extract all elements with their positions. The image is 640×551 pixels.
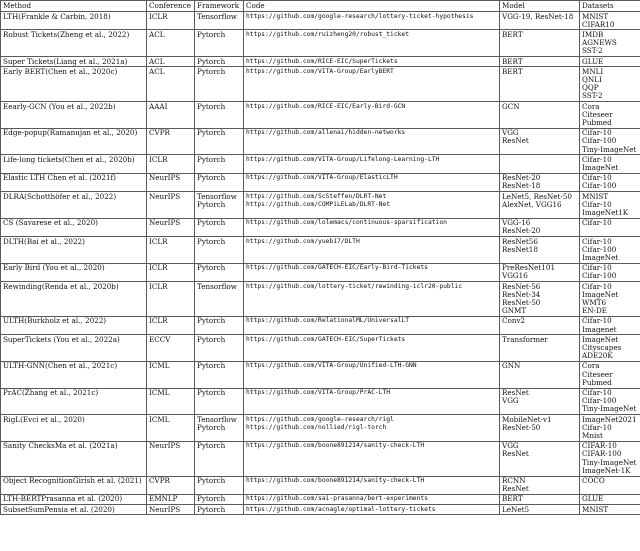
conference-cell: ICML (147, 415, 195, 442)
model-line: LeNet5 (502, 504, 530, 514)
model-line: BERT (502, 494, 523, 504)
datasets-line: QQP (582, 83, 599, 93)
repo-link[interactable]: https://github.com/VITA-Group/PrAC-LTH (246, 389, 391, 397)
method-cell: ULTH(Burkholz et al., 2022) (1, 316, 147, 334)
datasets-cell (580, 30, 640, 57)
repo-link[interactable]: https://github.com/VITA-Group/Lifelong-Learning-LTH (246, 155, 440, 163)
code-cell (244, 505, 500, 515)
method-cell: RigL(Evci et al., 2020) (1, 415, 147, 442)
model-line: AlexNet, VGG16 (502, 199, 562, 209)
datasets-cell (580, 67, 640, 102)
repo-link[interactable]: https://github.com/VITA-Group/ElasticLTH (246, 174, 398, 182)
framework-line: Pytorch (197, 173, 226, 183)
datasets-line: Cifar-10 (582, 281, 612, 291)
framework-line: Pytorch (197, 388, 226, 398)
code-cell (244, 361, 500, 388)
model-line: GNMT (502, 306, 527, 316)
model-cell (500, 282, 580, 317)
header-code: Code (244, 1, 500, 12)
code-cell (244, 494, 500, 504)
table-row (1, 155, 640, 173)
table-body (1, 12, 640, 515)
datasets-line: CIFAR-10 (582, 441, 617, 451)
code-cell (244, 67, 500, 102)
datasets-line: GLUE (582, 56, 604, 66)
model-cell (500, 316, 580, 334)
method-cell: Life-long tickets(Chen et al., 2020b) (1, 155, 147, 173)
conference-cell: ACL (147, 57, 195, 67)
model-line: VGG (502, 128, 519, 138)
datasets-line: Cifar-10 (582, 316, 612, 326)
repo-link[interactable]: https://github.com/RelationalML/UniversalLT (246, 317, 410, 325)
datasets-line: Tiny-ImageNet (582, 457, 637, 467)
model-cell (500, 67, 580, 102)
model-line: ResNet-18 (502, 181, 541, 191)
method-cell: Sanity ChecksMa et al. (2021a) (1, 441, 147, 476)
datasets-line: Cifar-10 (582, 236, 612, 246)
datasets-line: ImageNet-1K (582, 465, 631, 475)
header-conference: Conference (147, 1, 195, 12)
framework-line: Tensorflow (197, 281, 237, 291)
model-line: ResNet-20 (502, 226, 541, 236)
framework-cell (195, 505, 244, 515)
code-cell (244, 441, 500, 476)
repo-link[interactable]: https://github.com/lottery-ticket/rewinding-iclr20-public (246, 282, 463, 290)
table-row (1, 173, 640, 191)
framework-cell (195, 192, 244, 219)
method-cell: Early Bird (You et al., 2020) (1, 263, 147, 281)
framework-line: Pytorch (197, 504, 226, 514)
repo-link[interactable]: https://github.com/RICE-EIC/SuperTickets (246, 57, 398, 65)
datasets-cell (580, 128, 640, 155)
repo-link[interactable]: https://github.com/VITA-Group/Unified-LTH-GNN (246, 362, 417, 370)
datasets-line: Cora (582, 101, 600, 111)
framework-line: Pytorch (197, 101, 226, 111)
datasets-cell (580, 282, 640, 317)
framework-line: Pytorch (197, 236, 226, 246)
datasets-cell (580, 57, 640, 67)
datasets-cell (580, 415, 640, 442)
method-cell: Super Tickets(Liang et al., 2021a) (1, 57, 147, 67)
code-cell (244, 316, 500, 334)
model-line: VGG16 (502, 271, 528, 281)
table-row (1, 441, 640, 476)
model-cell (500, 335, 580, 362)
framework-cell (195, 476, 244, 494)
model-line: BERT (502, 29, 523, 39)
datasets-line: CIFAR-100 (582, 449, 622, 459)
repo-link[interactable]: https://github.com/google-research/rigl (246, 415, 394, 423)
framework-line: Pytorch (197, 316, 226, 326)
code-cell (244, 335, 500, 362)
datasets-line: Cifar-10 (582, 128, 612, 138)
conference-cell: ICML (147, 361, 195, 388)
model-line: LeNet5, ResNet-50 (502, 191, 572, 201)
table-row (1, 335, 640, 362)
framework-line: Pytorch (197, 128, 226, 138)
datasets-line: Pubmed (582, 117, 612, 127)
datasets-cell (580, 263, 640, 281)
datasets-cell (580, 441, 640, 476)
table-row (1, 263, 640, 281)
model-line: ResNet (502, 388, 529, 398)
framework-cell (195, 102, 244, 129)
datasets-cell (580, 388, 640, 415)
repo-link[interactable]: https://github.com/lolemacs/continuous-sparsification (246, 219, 447, 227)
model-cell (500, 415, 580, 442)
code-cell (244, 155, 500, 173)
table-row (1, 102, 640, 129)
code-cell (244, 282, 500, 317)
model-line: ResNet-56 (502, 281, 541, 291)
repo-link[interactable]: https://github.com/VITA-Group/EarlyBERT (246, 67, 394, 75)
framework-line: Pytorch (197, 263, 226, 273)
model-line: PreResNet101 (502, 263, 556, 273)
datasets-cell (580, 155, 640, 173)
datasets-cell (580, 12, 640, 30)
model-cell (500, 388, 580, 415)
table-row (1, 128, 640, 155)
datasets-line: Tiny-ImageNet (582, 404, 637, 414)
code-cell (244, 30, 500, 57)
datasets-line: Cifar-100 (582, 244, 617, 254)
datasets-line: Cifar-10 (582, 173, 612, 183)
model-cell (500, 102, 580, 129)
datasets-line: Cifar-10 (582, 218, 612, 228)
model-cell (500, 494, 580, 504)
repo-link[interactable]: https://github.com/allenai/hidden-networks (246, 129, 406, 137)
method-cell: CS (Savarese et al., 2020) (1, 218, 147, 236)
conference-cell: ICLR (147, 237, 195, 264)
table-row (1, 192, 640, 219)
repo-link[interactable]: https://github.com/google-research/lottery-ticket-hypothesis (246, 12, 474, 20)
repo-link[interactable]: https://github.com/GATECH-EIC/Early-Bird-Tickets (246, 264, 428, 272)
model-cell (500, 218, 580, 236)
header-row (1, 1, 640, 12)
repo-link[interactable]: https://github.com/COMPiLELab/DLRT-Net (246, 200, 391, 208)
datasets-line: Cifar-10 (582, 388, 612, 398)
repo-link[interactable]: https://github.com/boone891214/sanity-check-LTH (246, 442, 425, 450)
table-row (1, 57, 640, 67)
table-row (1, 30, 640, 57)
code-cell (244, 57, 500, 67)
table-row (1, 494, 640, 504)
method-cell: Edge-popup(Ramanujan et al., 2020) (1, 128, 147, 155)
datasets-cell (580, 173, 640, 191)
conference-cell: ICLR (147, 155, 195, 173)
framework-cell (195, 12, 244, 30)
model-line: ResNet (502, 449, 529, 459)
model-line: ResNet-34 (502, 289, 541, 299)
datasets-line: COCO (582, 476, 605, 486)
model-cell (500, 192, 580, 219)
datasets-line: WMT6 (582, 298, 607, 307)
header-framework: Framework (195, 1, 244, 12)
datasets-line: Cifar-100 (582, 271, 617, 281)
code-cell (244, 218, 500, 236)
framework-line: Pytorch (197, 476, 226, 486)
framework-cell (195, 128, 244, 155)
datasets-line: ImageNet (582, 334, 619, 344)
code-cell (244, 192, 500, 219)
model-line: VGG (502, 396, 519, 406)
framework-line: Tensorflow (197, 11, 237, 21)
datasets-line: Cifar-10 (582, 199, 612, 209)
model-line: ResNet-50 (502, 298, 541, 307)
code-cell (244, 415, 500, 442)
table-row (1, 67, 640, 102)
framework-cell (195, 30, 244, 57)
datasets-line: Cityscapes (582, 343, 622, 353)
conference-cell: NeurIPS (147, 173, 195, 191)
method-cell: LTH(Frankle & Carbin, 2018) (1, 12, 147, 30)
datasets-line: EN-DE (582, 306, 607, 316)
framework-cell (195, 57, 244, 67)
datasets-cell (580, 476, 640, 494)
datasets-line: Citeseer (582, 369, 613, 379)
code-cell (244, 237, 500, 264)
datasets-line: AGNEWS (582, 38, 617, 48)
framework-cell (195, 155, 244, 173)
datasets-line: ImageNet (582, 289, 619, 299)
datasets-line: Citeseer (582, 109, 613, 119)
datasets-line: Cifar-100 (582, 396, 617, 406)
datasets-line: ImageNet (582, 162, 619, 172)
model-line: ResNet56 (502, 236, 538, 246)
datasets-line: QNLI (582, 74, 602, 84)
datasets-cell (580, 237, 640, 264)
method-cell: Object RecognitionGirish et al. (2021) (1, 476, 147, 494)
table-header (1, 1, 640, 12)
model-cell (500, 361, 580, 388)
conference-cell: ICLR (147, 12, 195, 30)
framework-cell (195, 415, 244, 442)
datasets-line: Cifar-100 (582, 136, 617, 146)
table-row (1, 218, 640, 236)
framework-cell (195, 335, 244, 362)
datasets-line: GLUE (582, 494, 604, 504)
framework-line: Pytorch (197, 422, 226, 432)
datasets-line: Imagenet (582, 324, 617, 334)
framework-line: Pytorch (197, 29, 226, 39)
method-cell: Robust Tickets(Zheng et al., 2022) (1, 30, 147, 57)
conference-cell: ICML (147, 388, 195, 415)
model-line: RCNN (502, 476, 526, 486)
datasets-line: ImageNet1K (582, 207, 629, 217)
model-cell (500, 30, 580, 57)
table-row (1, 12, 640, 30)
method-cell: SubsetSumPensia et al. (2020) (1, 505, 147, 515)
model-line: BERT (502, 56, 523, 66)
table-row (1, 505, 640, 515)
code-cell (244, 388, 500, 415)
repo-link[interactable]: https://github.com/nollied/rigl-torch (246, 423, 387, 431)
code-cell (244, 173, 500, 191)
header-model: Model (500, 1, 580, 12)
conference-cell: CVPR (147, 128, 195, 155)
code-cell (244, 102, 500, 129)
framework-cell (195, 388, 244, 415)
datasets-cell (580, 102, 640, 129)
framework-line: Pytorch (197, 361, 226, 371)
datasets-line: ImageNet (582, 252, 619, 262)
framework-line: Pytorch (197, 56, 226, 66)
model-line: Transformer (502, 334, 548, 344)
table-row (1, 316, 640, 334)
model-cell (500, 476, 580, 494)
table-row (1, 282, 640, 317)
framework-cell (195, 263, 244, 281)
framework-cell (195, 237, 244, 264)
repo-link[interactable]: https://github.com/sai-prasanna/bert-experiments (246, 495, 428, 503)
conference-cell: EMNLP (147, 494, 195, 504)
conference-cell: CVPR (147, 476, 195, 494)
datasets-cell (580, 316, 640, 334)
conference-cell: NeurIPS (147, 192, 195, 219)
model-line: MobileNet-v1 (502, 414, 552, 424)
method-cell: LTH-BERTPrasanna et al. (2020) (1, 494, 147, 504)
model-line: ResNet-50 (502, 422, 541, 432)
datasets-cell (580, 192, 640, 219)
model-line: Conv2 (502, 316, 526, 326)
datasets-cell (580, 335, 640, 362)
framework-cell (195, 173, 244, 191)
model-cell (500, 505, 580, 515)
model-cell (500, 237, 580, 264)
datasets-line: Mnist (582, 431, 603, 441)
model-cell (500, 173, 580, 191)
datasets-cell (580, 494, 640, 504)
method-cell: DLRA(Schotthöfer et al., 2022) (1, 192, 147, 219)
framework-line: Pytorch (197, 218, 226, 228)
datasets-line: Cifar-100 (582, 181, 617, 191)
header-method: Method (1, 1, 147, 12)
repo-link[interactable]: https://github.com/acnagle/optimal-lottery-tickets (246, 505, 436, 513)
conference-cell: ICLR (147, 316, 195, 334)
datasets-line: SST-2 (582, 91, 603, 101)
framework-cell (195, 361, 244, 388)
framework-cell (195, 282, 244, 317)
method-cell: ULTH-GNN(Chen et al., 2021c) (1, 361, 147, 388)
conference-cell: ECCV (147, 335, 195, 362)
datasets-line: ImageNet2021 (582, 414, 637, 424)
model-line: VGG (502, 441, 519, 451)
datasets-line: MNIST (582, 504, 609, 514)
model-cell (500, 128, 580, 155)
framework-line: Tensorflow (197, 191, 237, 201)
datasets-cell (580, 218, 640, 236)
conference-cell: ICLR (147, 263, 195, 281)
code-cell (244, 128, 500, 155)
model-cell (500, 57, 580, 67)
framework-line: Pytorch (197, 66, 226, 76)
model-line: ResNet (502, 136, 529, 146)
repo-link[interactable]: https://github.com/GATECH-EIC/SuperTickets (246, 335, 406, 343)
framework-cell (195, 316, 244, 334)
conference-cell: ICLR (147, 282, 195, 317)
datasets-line: Pubmed (582, 377, 612, 387)
model-line: GNN (502, 361, 521, 371)
code-cell (244, 263, 500, 281)
framework-cell (195, 494, 244, 504)
datasets-line: Cora (582, 361, 600, 371)
model-line: ResNet18 (502, 244, 538, 254)
model-cell (500, 155, 580, 173)
model-cell (500, 441, 580, 476)
conference-cell: ACL (147, 30, 195, 57)
method-cell: Eearly-GCN (You et al., 2022b) (1, 102, 147, 129)
method-cell: Elastic LTH Chen et al. (2021f) (1, 173, 147, 191)
conference-cell: ACL (147, 67, 195, 102)
framework-line: Pytorch (197, 154, 226, 164)
conference-cell: NeurIPS (147, 218, 195, 236)
datasets-cell (580, 505, 640, 515)
framework-line: Pytorch (197, 199, 226, 209)
table-row (1, 415, 640, 442)
model-cell (500, 12, 580, 30)
code-cell (244, 12, 500, 30)
model-line: VGG-16 (502, 218, 531, 228)
conference-cell: AAAI (147, 102, 195, 129)
model-line: BERT (502, 66, 523, 76)
model-line: GCN (502, 101, 520, 111)
datasets-line: CIFAR10 (582, 19, 615, 29)
framework-line: Pytorch (197, 441, 226, 451)
model-cell (500, 263, 580, 281)
framework-line: Tensorflow (197, 414, 237, 424)
datasets-line: Cifar-10 (582, 422, 612, 432)
datasets-cell (580, 361, 640, 388)
table-row (1, 237, 640, 264)
datasets-line: Cifar-10 (582, 263, 612, 273)
table-row (1, 476, 640, 494)
datasets-line: ADE20K (582, 351, 613, 361)
datasets-line: MNLI (582, 66, 604, 76)
method-cell: Rewinding(Renda et al., 2020b) (1, 282, 147, 317)
method-cell: SuperTickets (You et al., 2022a) (1, 335, 147, 362)
repo-link[interactable]: https://github.com/ruizheng20/robust_ticket (246, 30, 410, 38)
method-cell: Early BERT(Chen et al., 2020c) (1, 67, 147, 102)
model-line: VGG-19, ResNet-18 (502, 11, 574, 21)
code-cell (244, 476, 500, 494)
framework-cell (195, 67, 244, 102)
datasets-line: MNIST (582, 191, 609, 201)
repo-link[interactable]: https://github.com/boone891214/sanity-check-LTH (246, 477, 425, 485)
datasets-line: SST-2 (582, 46, 603, 56)
conference-cell: NeurIPS (147, 505, 195, 515)
table-row (1, 361, 640, 388)
model-line: ResNet (502, 484, 529, 494)
conference-cell: NeurIPS (147, 441, 195, 476)
framework-cell (195, 218, 244, 236)
framework-line: Pytorch (197, 494, 226, 504)
method-cell: PrAC(Zhang et al., 2021c) (1, 388, 147, 415)
repo-link[interactable]: https://github.com/ScSteffen/DLRT-Net (246, 192, 387, 200)
header-datasets: Datasets (580, 1, 640, 12)
datasets-line: MNIST (582, 11, 609, 21)
datasets-line: IMDB (582, 29, 604, 39)
method-cell: DLTH(Bai et al., 2022) (1, 237, 147, 264)
datasets-line: Cifar-10 (582, 154, 612, 164)
model-line: ResNet-20 (502, 173, 541, 183)
table-row (1, 388, 640, 415)
repo-link[interactable]: https://github.com/RICE-EIC/Early-Bird-GCN (246, 102, 406, 110)
framework-cell (195, 441, 244, 476)
datasets-line: Tiny-ImageNet (582, 144, 637, 154)
framework-line: Pytorch (197, 334, 226, 344)
repo-link[interactable]: https://github.com/yueb17/DLTH (246, 237, 360, 245)
